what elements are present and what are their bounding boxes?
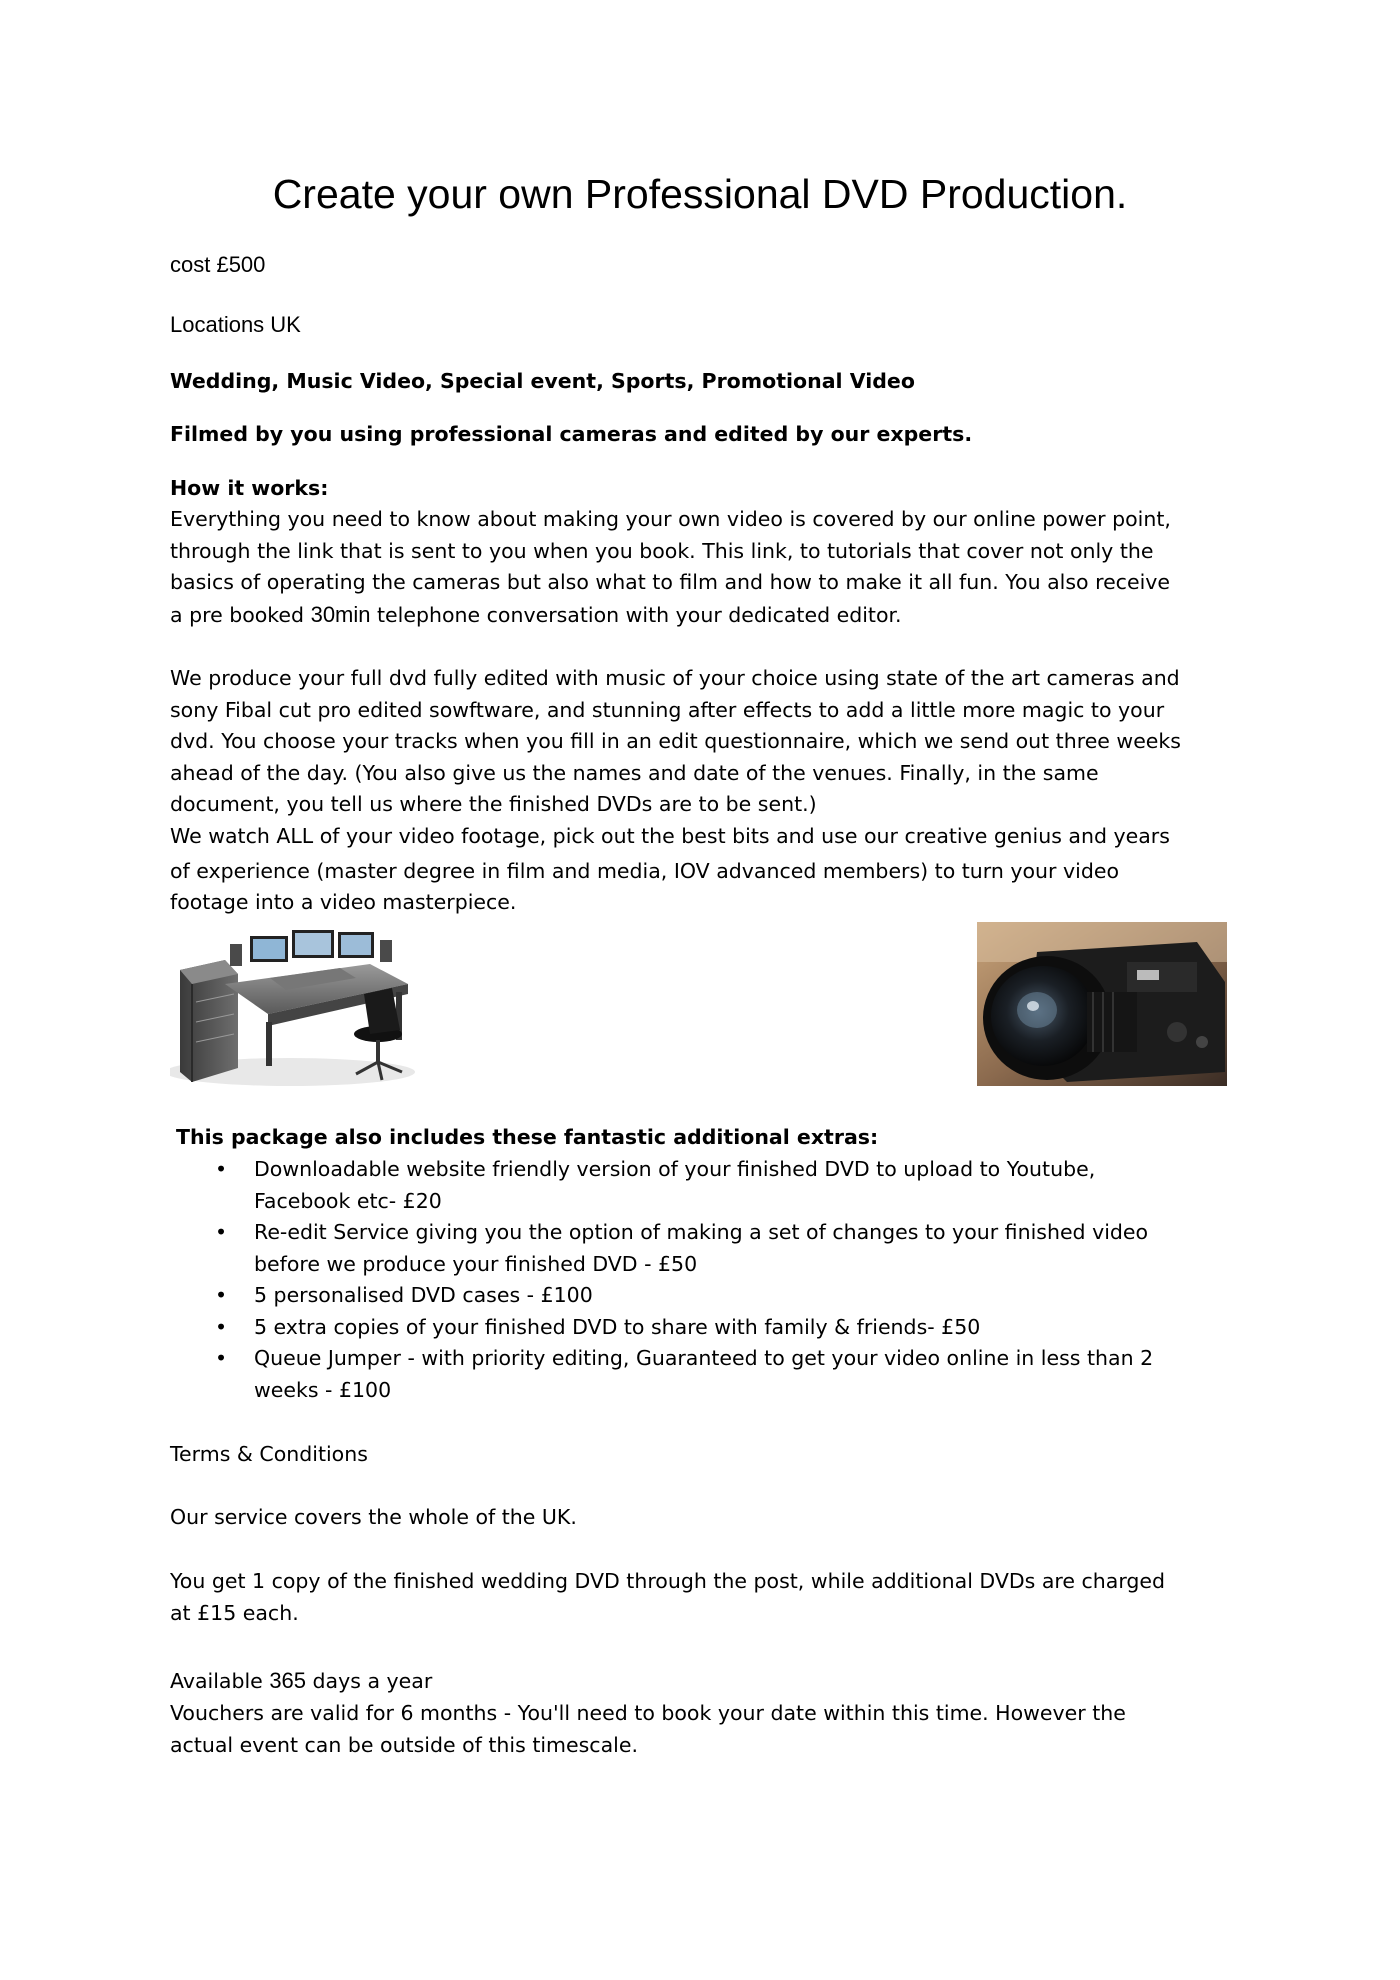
bullet-icon: • — [215, 1346, 228, 1370]
how-line: a pre booked 30min telephone conversation with your dedicated editor. — [170, 601, 902, 627]
footage-line: of experience (master degree in film and media, IOV advanced members) to turn your video — [170, 858, 1119, 883]
bullet-icon: • — [215, 1220, 228, 1244]
availability-paragraph — [170, 1664, 1250, 1761]
list-item: • Re-edit Service giving you the option of making a set of changes to your finished video before we produce your finished DVD - £50 — [254, 1217, 1214, 1280]
production-line: We produce your full dvd fully edited with music of your choice using state of the art cameras and — [170, 666, 1180, 690]
production-paragraph — [170, 663, 1250, 821]
availability-line: Available 365 days a year — [170, 1668, 433, 1693]
terms-heading: Terms & Conditions — [170, 1442, 368, 1466]
footage-line: We watch ALL of your video footage, pick out the best bits and use our creative genius and years — [170, 824, 1170, 848]
footage-paragraph — [170, 821, 1250, 915]
list-item: • Queue Jumper - with priority editing, Guaranteed to get your video online in less than 2 weeks - £100 — [254, 1343, 1214, 1406]
editing-suite-image — [170, 922, 440, 1088]
how-it-works-heading: How it works: — [170, 476, 329, 500]
production-line: sony Fibal cut pro edited sowftware, and stunning after effects to add a little more magic to your — [170, 697, 1165, 722]
extras-list — [215, 1154, 1214, 1406]
production-line: ahead of the day. (You also give us the names and date of the venues. Finally, in the same — [170, 760, 1099, 785]
how-line: Everything you need to know about making your own video is covered by our online power point, — [170, 507, 1171, 531]
editing-suite-illustration — [170, 922, 440, 1088]
production-line: dvd. You choose your tracks when you fill in an edit questionnaire, which we send out three weeks — [170, 729, 1181, 753]
how-line: through the link that is sent to you when you book. This link, to tutorials that cover not only the — [170, 538, 1154, 563]
page-title: Create your own Professional DVD Production. — [272, 171, 1128, 217]
event-types: Wedding, Music Video, Special event, Sports, Promotional Video — [170, 369, 915, 393]
footage-line: footage into a video masterpiece. — [170, 889, 517, 914]
list-item: • 5 personalised DVD cases - £100 — [254, 1280, 1214, 1312]
bullet-icon: • — [215, 1283, 228, 1307]
list-item: • Downloadable website friendly version of your finished DVD to upload to Youtube, Facebook etc- £20 — [254, 1154, 1214, 1217]
how-it-works-paragraph — [170, 504, 1250, 631]
how-line: basics of operating the cameras but also what to film and how to make it all fun. You also receive — [170, 570, 1171, 594]
copies-line: at £15 each. — [170, 1600, 299, 1625]
camera-image — [977, 922, 1227, 1086]
copies-paragraph — [170, 1566, 1250, 1629]
list-item: • 5 extra copies of your finished DVD to share with family & friends- £50 — [254, 1312, 1214, 1344]
production-line: document, you tell us where the finished DVDs are to be sent.) — [170, 792, 817, 816]
bullet-icon: • — [215, 1314, 228, 1339]
copies-line: You get 1 copy of the finished wedding DVD through the post, while additional DVDs are charged — [170, 1569, 1166, 1593]
voucher-line: Vouchers are valid for 6 months - You'll need to book your date within this time. However the — [170, 1701, 1126, 1725]
voucher-line: actual event can be outside of this timescale. — [170, 1732, 638, 1757]
locations-line: Locations UK — [170, 312, 301, 337]
video-camera-illustration — [977, 922, 1227, 1086]
tagline: Filmed by you using professional cameras and edited by our experts. — [170, 422, 973, 446]
bullet-icon: • — [215, 1157, 228, 1181]
cost-line: cost £500 — [170, 252, 266, 277]
coverage-line: Our service covers the whole of the UK. — [170, 1505, 577, 1529]
extras-heading: This package also includes these fantastic additional extras: — [176, 1125, 879, 1149]
